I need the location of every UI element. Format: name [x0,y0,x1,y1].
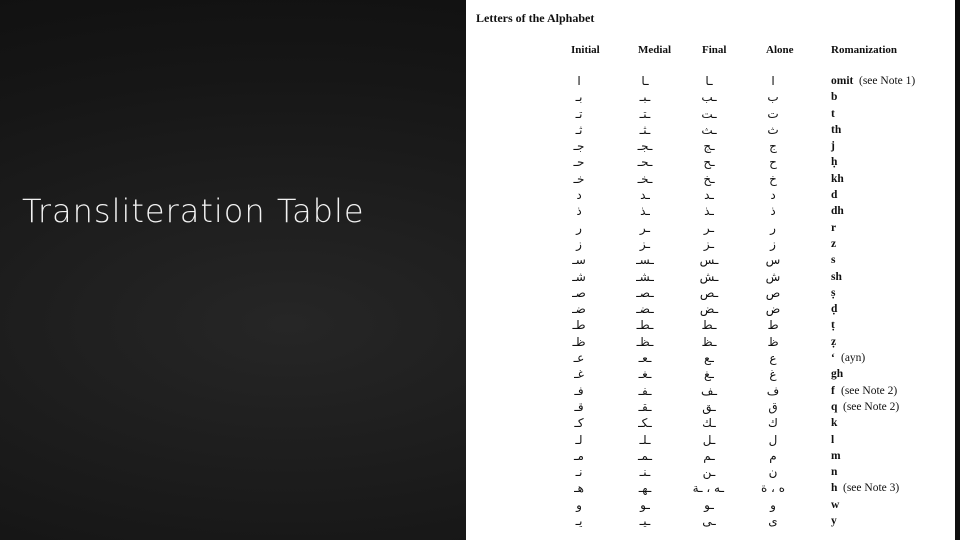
cell-medial: ـلـ [639,432,651,447]
cell-initial: هـ [574,481,584,496]
table-row [466,497,955,513]
cell-alone: ج [769,139,777,154]
cell-initial: حـ [573,155,585,170]
cell-initial: صـ [572,285,586,300]
table-row [466,285,955,301]
cell-romanization: q [831,400,838,413]
table-row [466,187,955,203]
cell-medial: ـمـ [638,448,652,463]
cell-medial: ـقـ [638,399,652,414]
table-heading: Letters of the Alphabet [476,11,595,25]
cell-initial: تـ [575,106,583,121]
cell-medial: ـطـ [636,318,654,333]
cell-medial: ـد [640,188,650,203]
table-row [466,415,955,431]
cell-final: ـح [703,155,715,170]
cell-note: (see Note 2) [843,400,900,413]
cell-initial: يـ [575,514,583,529]
cell-initial: ا [577,74,581,88]
cell-initial: نـ [575,465,583,480]
cell-alone: م [769,448,777,463]
cell-romanization: ṭ [831,319,835,332]
cell-initial: ضـ [572,302,586,317]
cell-initial: ظـ [572,334,586,349]
cell-romanization: m [831,449,841,462]
table-row [466,138,955,154]
cell-final: ـظ [701,334,717,349]
cell-romanization: n [831,466,838,479]
cell-initial: لـ [575,432,583,447]
cell-romanization: z [831,237,837,250]
cell-final: ـص [699,285,719,300]
cell-alone: ق [768,399,778,414]
table-row [466,334,955,350]
cell-initial: مـ [574,448,584,463]
cell-medial: ـيـ [639,514,651,529]
cell-medial: ـو [640,497,650,512]
cell-final: ـع [704,351,714,366]
table-row [466,480,955,496]
cell-alone: ك [768,416,778,431]
cell-note: (ayn) [841,352,866,365]
cell-final: ـد [704,188,714,203]
table-row [466,399,955,415]
table-row [466,513,955,529]
cell-initial: قـ [574,399,584,414]
cell-alone: ت [767,106,779,121]
cell-final: ـذ [704,204,714,219]
cell-final: ـك [702,416,716,431]
table-row [466,89,955,105]
cell-final: ـث [701,122,717,137]
table-row [466,252,955,268]
cell-initial: كـ [574,416,584,431]
cell-final: ـى [702,514,716,529]
cell-initial: ذ [576,204,582,219]
cell-initial: بـ [575,90,583,105]
cell-medial: ـتـ [639,106,651,121]
cell-alone: ض [765,302,781,317]
cell-alone: ف [766,383,780,398]
cell-final: ـخ [703,171,715,186]
cell-romanization: r [831,221,837,234]
cell-alone: ل [768,432,778,447]
cell-romanization: w [831,498,840,511]
table-row [466,301,955,317]
cell-final: ـا [705,74,713,88]
column-header-final: Final [702,44,727,56]
cell-note: (see Note 3) [843,482,900,495]
cell-final: ـج [703,139,715,154]
table-row [466,448,955,464]
table-row [466,432,955,448]
cell-final: ـن [702,465,716,480]
cell-alone: ع [769,351,777,366]
cell-romanization: t [831,107,835,120]
cell-alone: ط [767,318,779,333]
cell-final: ـط [701,318,717,333]
cell-alone: ه ، ة [760,481,786,496]
cell-medial: ـغـ [638,367,652,382]
column-header-romanization: Romanization [831,44,897,56]
cell-alone: د [770,188,776,203]
cell-initial: طـ [572,318,586,333]
cell-final: ـب [701,90,717,105]
cell-alone: غ [769,367,777,382]
cell-romanization: k [831,417,838,430]
cell-medial: ـخـ [637,171,653,186]
transliteration-table-image [466,0,955,540]
table-row [466,366,955,382]
cell-alone: ن [768,465,778,480]
cell-medial: ـز [639,236,651,251]
cell-final: ـم [703,448,715,463]
cell-alone: ب [767,90,779,105]
cell-initial: شـ [572,269,586,284]
cell-romanization: ḍ [831,303,838,316]
table-row [466,383,955,399]
cell-medial: ـثـ [639,122,651,137]
cell-final: ـو [704,497,714,512]
cell-alone: ذ [770,204,776,219]
cell-romanization: omit [831,75,854,87]
cell-medial: ـكـ [638,416,652,431]
cell-initial: خـ [573,171,585,186]
cell-initial: فـ [574,383,584,398]
table-row [466,171,955,187]
cell-initial: عـ [573,351,585,366]
cell-alone: ا [771,74,775,88]
table-row [466,350,955,366]
cell-alone: ر [770,220,776,235]
cell-romanization: h [831,482,838,495]
cell-alone: س [765,253,781,268]
cell-note: (see Note 2) [841,384,898,397]
cell-final: ـغ [704,367,714,382]
cell-medial: ـسـ [636,253,654,268]
cell-medial: ـحـ [637,155,653,170]
table-rows [466,73,955,529]
table-row [466,154,955,170]
cell-final: ـل [702,432,716,447]
cell-romanization: b [831,91,838,104]
column-header-medial: Medial [638,44,671,56]
table-row [466,220,955,236]
cell-initial: غـ [574,367,584,382]
table-row [466,269,955,285]
cell-medial: ـذ [640,204,650,219]
cell-alone: ث [767,122,779,137]
cell-final: ـش [699,269,719,284]
cell-alone: ظ [767,334,779,349]
cell-medial: ـر [639,220,651,235]
cell-note: (see Note 1) [859,75,916,87]
cell-final: ـس [699,253,719,268]
cell-alone: ى [768,514,778,529]
cell-alone: ز [770,236,776,251]
cell-initial: د [576,188,582,203]
cell-romanization: ẓ [831,335,837,348]
table-row [466,236,955,252]
cell-romanization: ‘ [831,352,835,365]
cell-initial: جـ [573,139,585,154]
cell-romanization: y [831,515,837,528]
table-row [466,122,955,138]
cell-romanization: gh [831,368,844,381]
cell-medial: ـشـ [636,269,654,284]
column-header-initial: Initial [571,44,600,56]
cell-initial: ر [576,220,582,235]
cell-romanization: d [831,189,838,202]
cell-initial: ثـ [575,122,583,137]
cell-medial: ـعـ [638,351,652,366]
cell-romanization: ṣ [831,286,836,299]
cell-romanization: sh [831,270,842,283]
cell-romanization: ḥ [831,156,838,169]
cell-romanization: kh [831,172,844,185]
cell-medial: ـا [641,74,649,88]
cell-medial: ـبـ [639,90,651,105]
cell-medial: ـهـ [638,481,652,496]
cell-final: ـر [703,220,715,235]
cell-alone: ش [765,269,781,284]
column-header-alone: Alone [766,44,794,56]
table-row [466,317,955,333]
cell-medial: ـنـ [639,465,651,480]
cell-final: ـز [703,236,715,251]
cell-romanization: l [831,433,835,446]
cell-romanization: th [831,123,842,136]
cell-alone: ص [765,285,781,300]
cell-final: ـف [701,383,717,398]
cell-final: ـه ، ـة [692,481,724,496]
cell-final: ـق [702,399,716,414]
table-row [466,106,955,122]
cell-initial: ز [576,236,582,251]
cell-romanization: f [831,384,835,397]
cell-medial: ـجـ [637,139,653,154]
cell-final: ـض [699,302,719,317]
cell-final: ـت [701,106,717,121]
cell-romanization: s [831,254,836,267]
cell-initial: سـ [572,253,586,268]
table-row [466,464,955,480]
cell-alone: خ [769,171,777,186]
cell-medial: ـضـ [636,302,654,317]
cell-alone: ح [769,155,777,170]
cell-alone: و [770,497,776,512]
cell-medial: ـظـ [636,334,654,349]
cell-medial: ـصـ [636,285,654,300]
cell-romanization: dh [831,205,844,218]
cell-romanization: j [831,140,835,153]
cell-medial: ـفـ [638,383,652,398]
slide-title: Transliteration Table [22,192,365,230]
table-row [466,73,955,89]
table-row [466,203,955,219]
cell-initial: و [576,497,582,512]
